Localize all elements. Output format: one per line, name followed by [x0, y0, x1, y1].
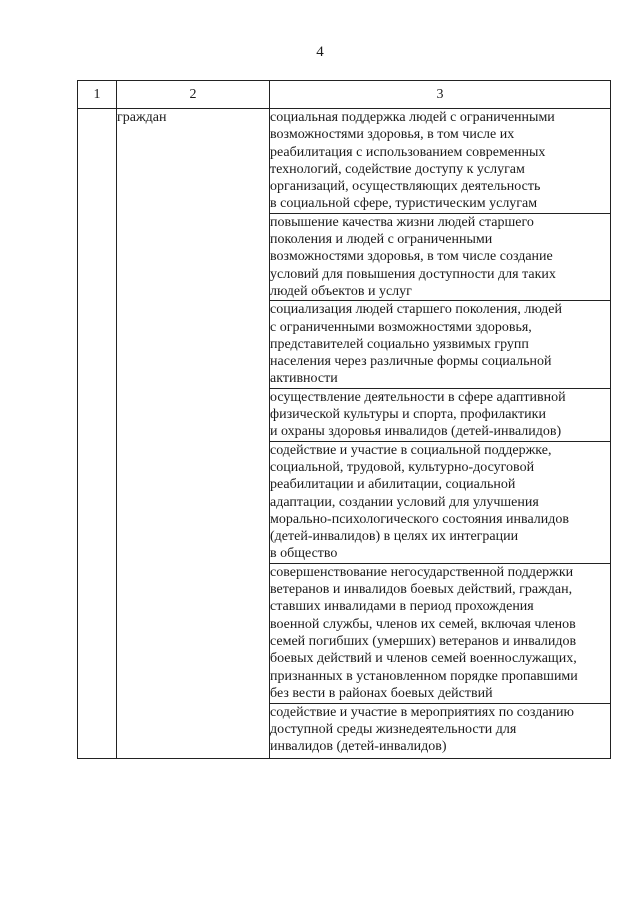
cell-line: повышение качества жизни людей старшего — [270, 214, 534, 230]
cell-line: морально-психологического состояния инвалидов — [270, 511, 569, 527]
table-cell — [270, 703, 611, 758]
cell-line: содействие и участие в мероприятиях по созданию — [270, 704, 574, 720]
cell-line: осуществление деятельности в сфере адаптивной — [270, 389, 566, 405]
cell-line: социализация людей старшего поколения, людей — [270, 302, 562, 318]
cell-line: военной службы, членов их семей, включая членов — [270, 616, 576, 632]
cell-line: адаптации, создании условий для улучшения — [270, 494, 539, 510]
cell-line: боевых действий и членов семей военнослужащих, — [270, 651, 577, 667]
table-cell — [270, 301, 611, 388]
cell-line: социальной, трудовой, культурно-досуговой — [270, 459, 535, 475]
table-cell — [270, 109, 611, 214]
cell-line: условий для повышения доступности для таких — [270, 266, 556, 282]
cell-line: без вести в районах боевых действий — [270, 685, 493, 701]
table-row — [78, 109, 611, 214]
cell-line: социальная поддержка людей с ограниченными — [270, 110, 555, 125]
cell-line: представителей социально уязвимых групп — [270, 336, 529, 352]
cell-line: в социальной сфере, туристическим услугам — [270, 196, 538, 212]
cell-line: доступной среды жизнедеятельности для — [270, 722, 517, 738]
cell-line: совершенствование негосударственной поддержки — [270, 564, 574, 580]
cell-line: и охраны здоровья инвалидов (детей-инвалидов) — [270, 424, 562, 440]
cell-line: возможностями здоровья, в том числе их — [270, 127, 515, 143]
cell-line: реабилитации и абилитации, социальной — [270, 477, 516, 493]
cell-line: физической культуры и спорта, профилактики — [270, 407, 546, 423]
cell-line: ставших инвалидами в период прохождения — [270, 599, 534, 615]
page-number: 4 — [316, 44, 324, 60]
table-cell — [270, 563, 611, 703]
cell-line: организаций, осуществляющих деятельность — [270, 179, 541, 195]
cell-line: технологий, содействие доступу к услугам — [270, 161, 525, 177]
cell-line: населения через различные формы социальной — [270, 354, 552, 370]
table-header-row — [78, 81, 611, 109]
document-table — [77, 80, 611, 759]
cell-line: признанных в установленном порядке пропавшими — [270, 668, 578, 684]
cell-line: ветеранов и инвалидов боевых действий, граждан, — [270, 582, 573, 598]
cell-line: в общество — [270, 546, 338, 562]
cell-line: поколения и людей с ограниченными — [270, 232, 493, 248]
cell-line: содействие и участие в социальной поддержке, — [270, 442, 552, 458]
column-2-text: граждан — [117, 110, 167, 125]
table-cell — [270, 388, 611, 441]
table-cell — [270, 213, 611, 300]
cell-line: (детей-инвалидов) в целях их интеграции — [270, 529, 519, 545]
column-2-cell — [117, 109, 270, 759]
column-header-3: 3 — [270, 81, 611, 109]
cell-line: людей объектов и услуг — [270, 283, 412, 299]
column-1-cell — [78, 109, 117, 759]
cell-line: активности — [270, 371, 338, 387]
column-header-2: 2 — [117, 81, 270, 109]
cell-line: возможностями здоровья, в том числе создание — [270, 249, 553, 265]
table-cell — [270, 441, 611, 563]
cell-line: с ограниченными возможностями здоровья, — [270, 319, 532, 335]
column-header-1: 1 — [78, 81, 117, 109]
cell-line: семей погибших (умерших) ветеранов и инвалидов — [270, 633, 577, 649]
cell-line: инвалидов (детей-инвалидов) — [270, 739, 447, 755]
cell-line: реабилитация с использованием современных — [270, 144, 546, 160]
